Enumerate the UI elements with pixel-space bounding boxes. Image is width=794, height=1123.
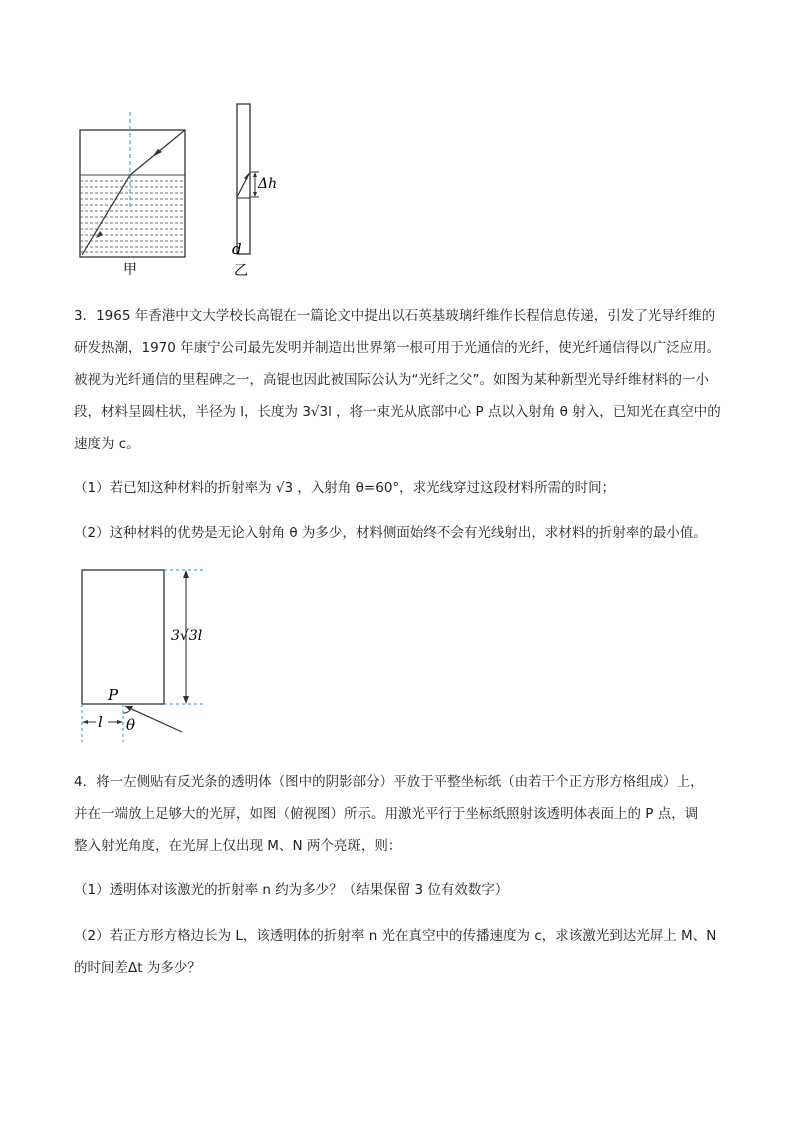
label-delta-h: Δh [258,176,278,192]
q3-sub2: （2）这种材料的优势是无论入射角 θ 为多少，材料侧面始终不会有光线射出，求材料的折射率的最小值。 [74,525,707,541]
q4-sub1: （1）透明体对该激光的折射率 n 约为多少？（结果保留 3 位有效数字） [74,882,509,898]
q4-line-2: 并在一端放上足够大的光屏，如图（俯视图）所示。用激光平行于坐标纸照射该透明体表面上的 P 点，调 [74,806,699,822]
q3-line-1: 3．1965 年香港中文大学校长高锟在一篇论文中提出以石英基玻璃纤维作长程信息传递，引发了光导纤维的 [74,308,716,324]
q3-line-2: 研发热潮，1970 年康宁公司最先发明并制造出世界第一根可用于光通信的光纤，使光纤通信得以广泛应用。 [74,340,721,356]
q4-text [74,766,724,862]
label-theta: θ [126,716,136,734]
figure-jia [70,100,200,280]
label-l: l [98,713,103,731]
q3-sub1: （1）若已知这种材料的折射率为 √3 ，入射角 θ=60°，求光线穿过这段材料所需的时间； [74,480,616,496]
q4-line-3: 整入射光角度，在光屏上仅出现 M、N 两个亮斑，则： [74,838,402,854]
container-outline [80,130,185,257]
q3-line-3: 被视为光纤通信的里程碑之一，高锟也因此被国际公认为“光纤之父”。如图为某种新型光导纤维材料的一小 [74,372,709,388]
refracted-arrow [96,231,103,238]
water-lines [80,175,185,252]
q4-sub2-line-2: 的时间差Δt 为多少？ [74,960,201,976]
q3-line-5: 速度为 c。 [74,436,140,452]
label-yi: 乙 [234,263,248,279]
label-jia: 甲 [123,262,137,278]
figure-yi [225,100,295,280]
q3-text [74,300,724,460]
q4-sub2 [74,920,724,984]
label-d: d [232,240,242,258]
label-p: P [108,686,119,704]
q4-line-1: 4．将一左侧贴有反光条的透明体（图中的阴影部分）平放于平整坐标纸（由若干个正方形方格组成）上， [74,774,704,790]
fiber-outline [82,570,164,704]
q3-line-4: 段，材料呈圆柱状，半径为 l，长度为 3√3l ，将一束光从底部中心 P 点以入射角 θ 射入，已知光在真空中的 [74,404,721,420]
figure-fiber [70,560,220,750]
plate-outline [237,104,250,254]
label-length: 3√3l [171,628,203,644]
q4-sub2-line-1: （2）若正方形方格边长为 L，该透明体的折射率 n 光在真空中的传播速度为 c，求该激光到达光屏上 M、N [74,928,717,944]
